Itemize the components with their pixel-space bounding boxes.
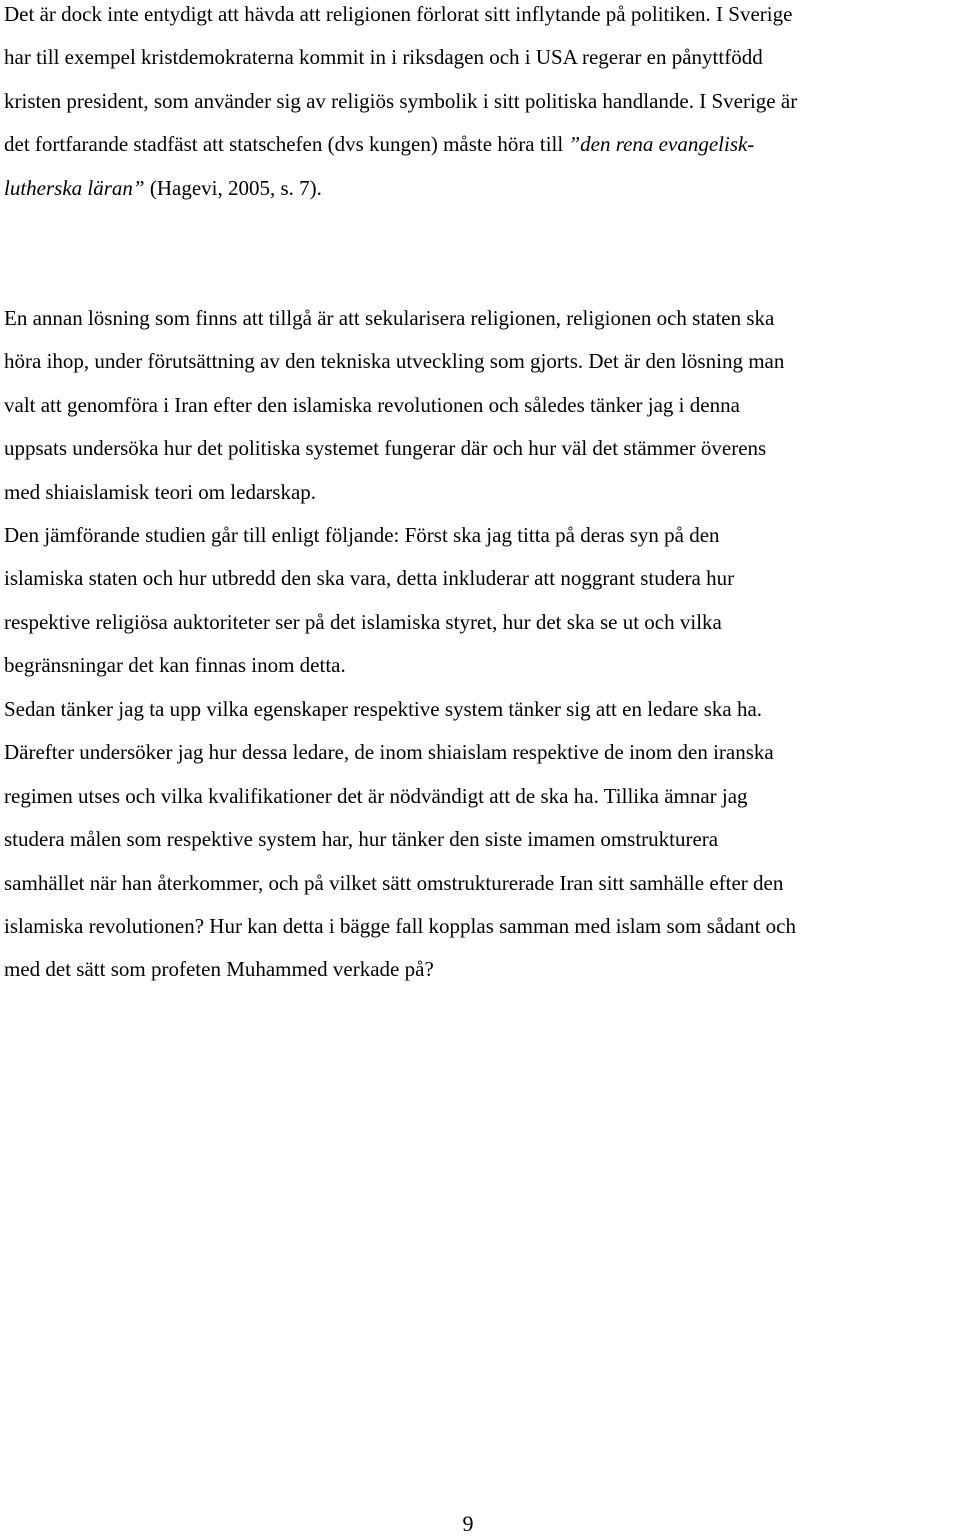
citation: (Hagevi, 2005, s. 7).	[144, 175, 322, 200]
text-line: Den jämförande studien går till enligt följande: Först ska jag titta på deras syn på den	[4, 523, 720, 547]
text-line: Det är dock inte entydigt att hävda att religionen förlorat sitt inflytande på politiken. I Sverige	[4, 2, 793, 26]
paragraph-leadership	[4, 688, 960, 992]
text-line: med shiaislamisk teori om ledarskap.	[4, 479, 317, 504]
text-line: respektive religiösa auktoriteter ser på det islamiska styret, hur det ska se ut och vilka	[4, 609, 722, 634]
text-line: kristen president, som använder sig av religiös symbolik i sitt politiska handlande. I Sverige är	[4, 88, 798, 113]
text-line: islamiska revolutionen? Hur kan detta i bägge fall kopplas samman med islam som sådant och	[4, 913, 796, 938]
text-line: regimen utses och vilka kvalifikationer det är nödvändigt att de ska ha. Tillika ämnar jag	[4, 783, 748, 808]
text-line: valt att genomföra i Iran efter den islamiska revolutionen och således tänker jag i denna	[4, 392, 740, 417]
paragraph-secularisation	[4, 297, 960, 514]
text-line: Därefter undersöker jag hur dessa ledare, de inom shiaislam respektive de inom den iranska	[4, 740, 774, 765]
page-number: 9	[462, 1511, 474, 1536]
text-line: Sedan tänker jag ta upp vilka egenskaper respektive system tänker sig att en ledare ska ha.	[4, 697, 763, 721]
text-line: begränsningar det kan finnas inom detta.	[4, 653, 346, 678]
paragraph-comparative-study	[4, 514, 960, 688]
text-segment: det fortfarande stadfäst att statschefen (dvs kungen) måste höra till	[4, 132, 569, 157]
text-line: höra ihop, under förutsättning av den tekniska utveckling som gjorts. Det är den lösning man	[4, 349, 785, 374]
text-line: med det sätt som profeten Muhammed verkade på?	[4, 957, 434, 982]
text-line: uppsats undersöka hur det politiska systemet fungerar där och hur väl det stämmer överens	[4, 436, 767, 461]
text-line: En annan lösning som finns att tillgå är att sekularisera religionen, religionen och staten ska	[4, 306, 775, 330]
quoted-phrase: lutherska läran”	[4, 175, 145, 200]
text-line: har till exempel kristdemokraterna kommit in i riksdagen och i USA regerar en pånyttfödd	[4, 45, 763, 70]
text-line: samhället när han återkommer, och på vilket sätt omstrukturerade Iran sitt samhälle efter den	[4, 870, 784, 895]
text-line: islamiska staten och hur utbredd den ska vara, detta inkluderar att noggrant studera hur	[4, 566, 735, 591]
text-line: studera målen som respektive system har, hur tänker den siste imamen omstrukturera	[4, 827, 719, 852]
text-line	[4, 167, 960, 210]
quoted-phrase: ”den rena evangelisk-	[568, 132, 755, 157]
paragraph-religion-politics	[4, 0, 960, 210]
text-line	[4, 123, 960, 166]
